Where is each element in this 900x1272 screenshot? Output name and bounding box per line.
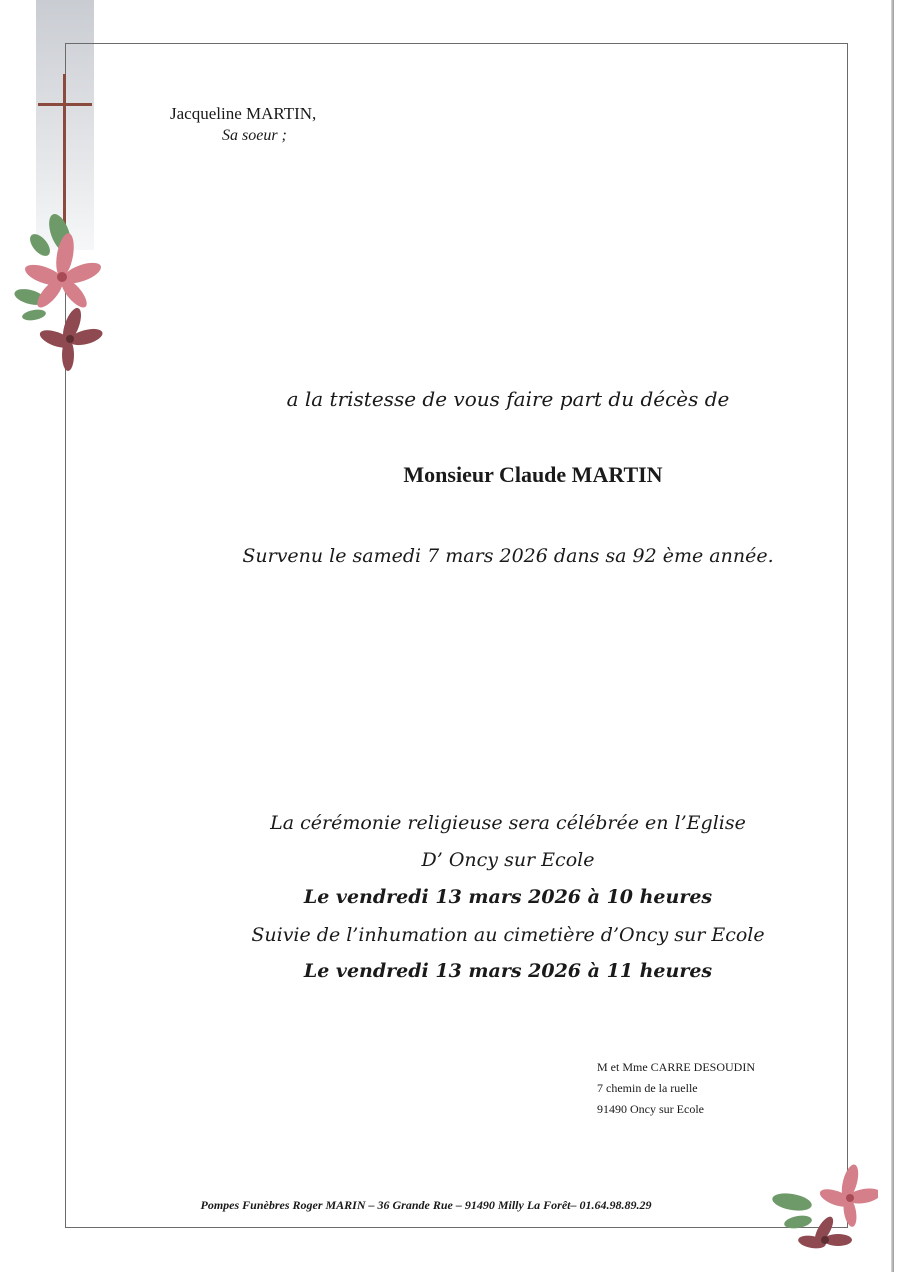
contact-city: 91490 Oncy sur Ecole [597,1102,704,1116]
contact-street: 7 chemin de la ruelle [597,1081,698,1095]
ceremony-date-2: Le vendredi 13 mars 2026 à 11 heures [303,960,713,982]
lily-flowers-icon [10,205,110,375]
contact-name: M et Mme CARRE DESOUDIN [597,1060,755,1074]
funeral-home-footer: Pompes Funèbres Roger MARIN – 36 Grande Rue – 91490 Milly La Forêt– 01.64.98.89.29 [200,1198,652,1212]
sender-relation: Sa soeur ; [222,127,287,144]
ceremony-line-4: Suivie de l’inhumation au cimetière d’Oncy sur Ecole [251,924,765,946]
ceremony-date-1: Le vendredi 13 mars 2026 à 10 heures [303,886,713,908]
page-edge-shadow [891,0,894,1272]
page-frame [65,43,848,1228]
sender-name: Jacqueline MARTIN, [170,104,317,123]
death-notice: Survenu le samedi 7 mars 2026 dans sa 92 ème année. [242,545,774,567]
announcement-text: a la tristesse de vous faire part du décès de [286,387,730,411]
deceased-name: Monsieur Claude MARTIN [403,462,663,487]
ceremony-line-2: D’ Oncy sur Ecole [421,849,595,871]
ceremony-line-1: La cérémonie religieuse sera célébrée en l’Eglise [270,812,746,834]
